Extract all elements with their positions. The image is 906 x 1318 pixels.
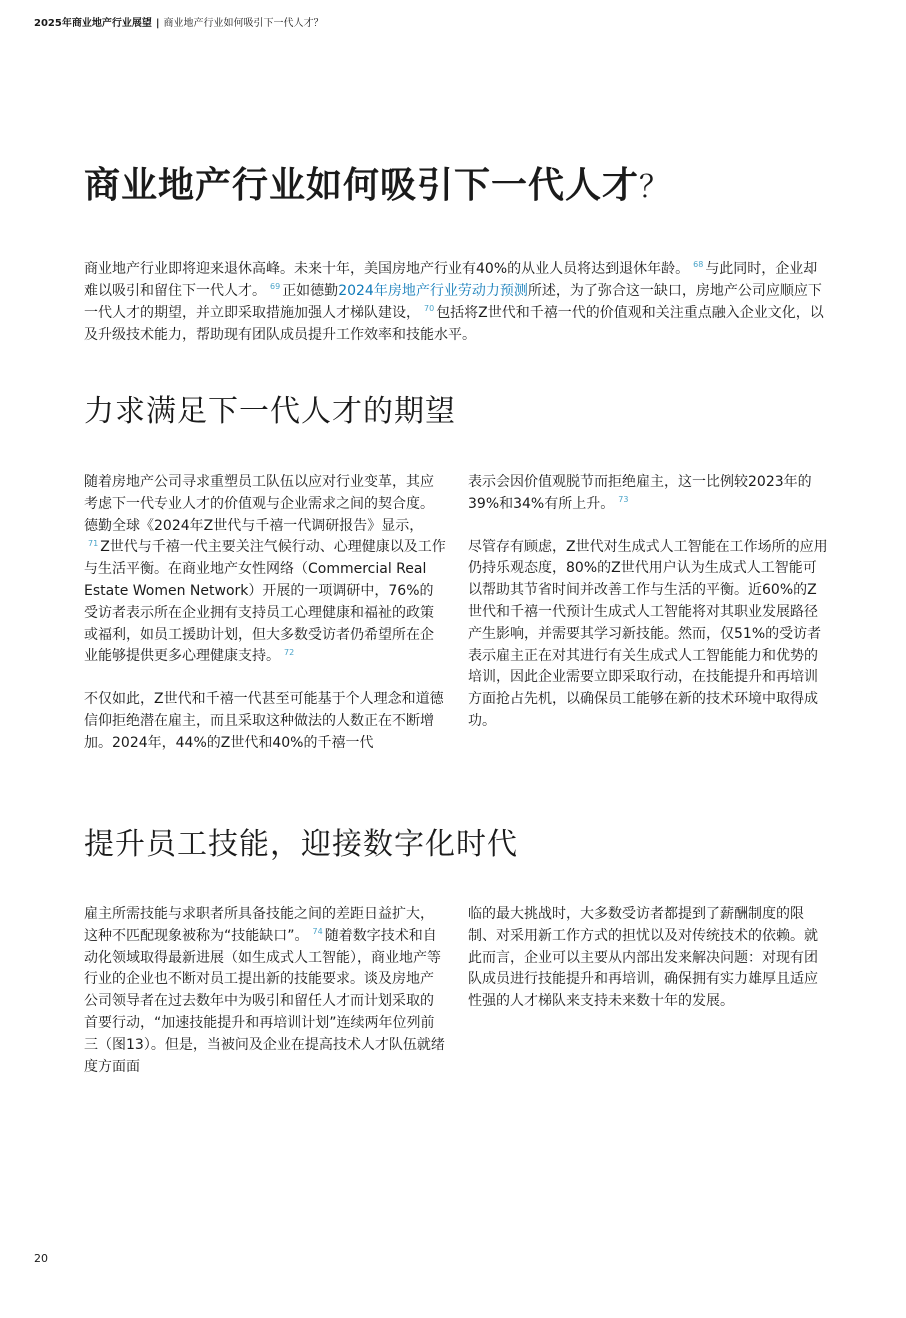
section1-right-para-1 xyxy=(468,472,830,516)
section2-left-text-1: 雇主所需技能与求职者所具备技能之间的差距日益扩大，这种不匹配现象被称为“技能缺口”。 xyxy=(84,906,434,944)
footnote-ref-72[interactable]: 72 xyxy=(284,647,295,657)
section1-left-text-1: 随着房地产公司寻求重塑员工队伍以应对行业变革，其应考虑下一代专业人才的价值观与企业需求之间的契合度。德勤全球《2024年Z世代与千禧一代调研报告》显示， xyxy=(84,474,434,534)
footnote-ref-70[interactable]: 70 xyxy=(424,304,435,314)
page-title xyxy=(84,160,670,214)
intro-paragraph xyxy=(84,258,830,346)
footnote-ref-68[interactable]: 68 xyxy=(693,260,704,270)
footnote-ref-73[interactable]: 73 xyxy=(618,495,629,505)
section-title: 商业地产行业如何吸引下一代人才？ xyxy=(163,18,324,29)
section2-left-para xyxy=(84,904,446,1078)
footnote-ref-69[interactable]: 69 xyxy=(270,282,281,292)
page-title-question-mark: ？ xyxy=(639,170,671,205)
section2-right-para: 临的最大挑战时，大多数受访者都提到了薪酬制度的限制、对采用新工作方式的担忧以及对传统技术的依赖。就此而言，企业可以主要从内部出发来解决问题：对现有团队成员进行技能提升和再培训，确保拥有实力雄厚且适应性强的人才梯队来支持未来数十年的发展。 xyxy=(468,906,818,1010)
intro-text-2: 与此同时，企业却难以吸引和留住下一代人才。 xyxy=(84,261,818,299)
header-separator: | xyxy=(155,18,160,29)
workforce-forecast-link[interactable]: 2024年房地产行业劳动力预测 xyxy=(338,283,528,299)
section1-left-para-2: 不仅如此，Z世代和千禧一代甚至可能基于个人理念和道德信仰拒绝潜在雇主，而且采取这种做法的人数正在不断增加。2024年，44%的Z世代和40%的千禧一代 xyxy=(84,691,444,751)
report-title: 2025年商业地产行业展望 xyxy=(34,18,152,29)
footnote-ref-74[interactable]: 74 xyxy=(312,927,323,937)
section2-left-text-2: 随着数字技术和自动化领域取得最新进展（如生成式人工智能），商业地产等行业的企业也不断对员工提出新的技能要求。谈及房地产公司领导者在过去数年中为吸引和留任人才而计划采取的首要行动，“加速技能提升和再培训计划”连续两年位列前三（图13）。但是，当被问及企业在提高技术人才队伍就绪度方面面 xyxy=(84,927,445,1075)
section1-right-text-1: 表示会因价值观脱节而拒绝雇主，这一比例较2023年的39%和34%有所上升。 xyxy=(468,474,812,512)
footnote-ref-71[interactable]: 71 xyxy=(88,538,99,548)
section1-left-text-2: Z世代与千禧一代主要关注气候行动、心理健康以及工作与生活平衡。在商业地产女性网络（Commercial Real Estate Women Network）开展的一项调研中，76%的受访者表示所在企业拥有支持员工心理健康和福祉的政策或福利，如员工援助计划，但大多数受访者仍希望所在企业能够提供更多心理健康支持。 xyxy=(84,539,446,665)
section2-right-column xyxy=(468,904,830,1034)
section-heading-upskilling: 提升员工技能，迎接数字化时代 xyxy=(84,827,518,862)
page-number: 20 xyxy=(34,1252,48,1265)
intro-text-1: 商业地产行业即将迎来退休高峰。未来十年，美国房地产行业有40%的从业人员将达到退休年龄。 xyxy=(84,261,690,277)
section1-left-para-1 xyxy=(84,472,446,668)
intro-text-5: 包括将Z世代和千禧一代的价值观和关注重点融入企业文化，以及升级技术能力，帮助现有团队成员提升工作效率和技能水平。 xyxy=(84,305,824,343)
intro-text-3: 正如德勤 xyxy=(282,283,339,299)
section1-right-para-2: 尽管存有顾虑，Z世代对生成式人工智能在工作场所的应用仍持乐观态度，80%的Z世代用户认为生成式人工智能可以帮助其节省时间并改善工作与生活的平衡。近60%的Z世代和千禧一代预计生成式人工智能将对其职业发展路径产生影响，并需要其学习新技能。然而，仅51%的受访者表示雇主正在对其进行有关生成式人工智能能力和优势的培训，因此企业需要立即采取行动，在技能提升和再培训方面抢占先机，以确保员工能够在新的技术环境中取得成功。 xyxy=(468,538,828,729)
intro-text-4: 所述，为了弥合这一缺口，房地产公司应顺应下一代人才的期望，并立即采取措施加强人才梯队建设， xyxy=(84,283,822,321)
section1-left-column xyxy=(84,472,446,776)
section-heading-expectations: 力求满足下一代人才的期望 xyxy=(84,394,456,429)
section1-right-column xyxy=(468,472,830,754)
page-title-text: 商业地产行业如何吸引下一代人才 xyxy=(84,165,640,206)
section2-left-column xyxy=(84,904,446,1099)
running-header xyxy=(34,16,324,32)
